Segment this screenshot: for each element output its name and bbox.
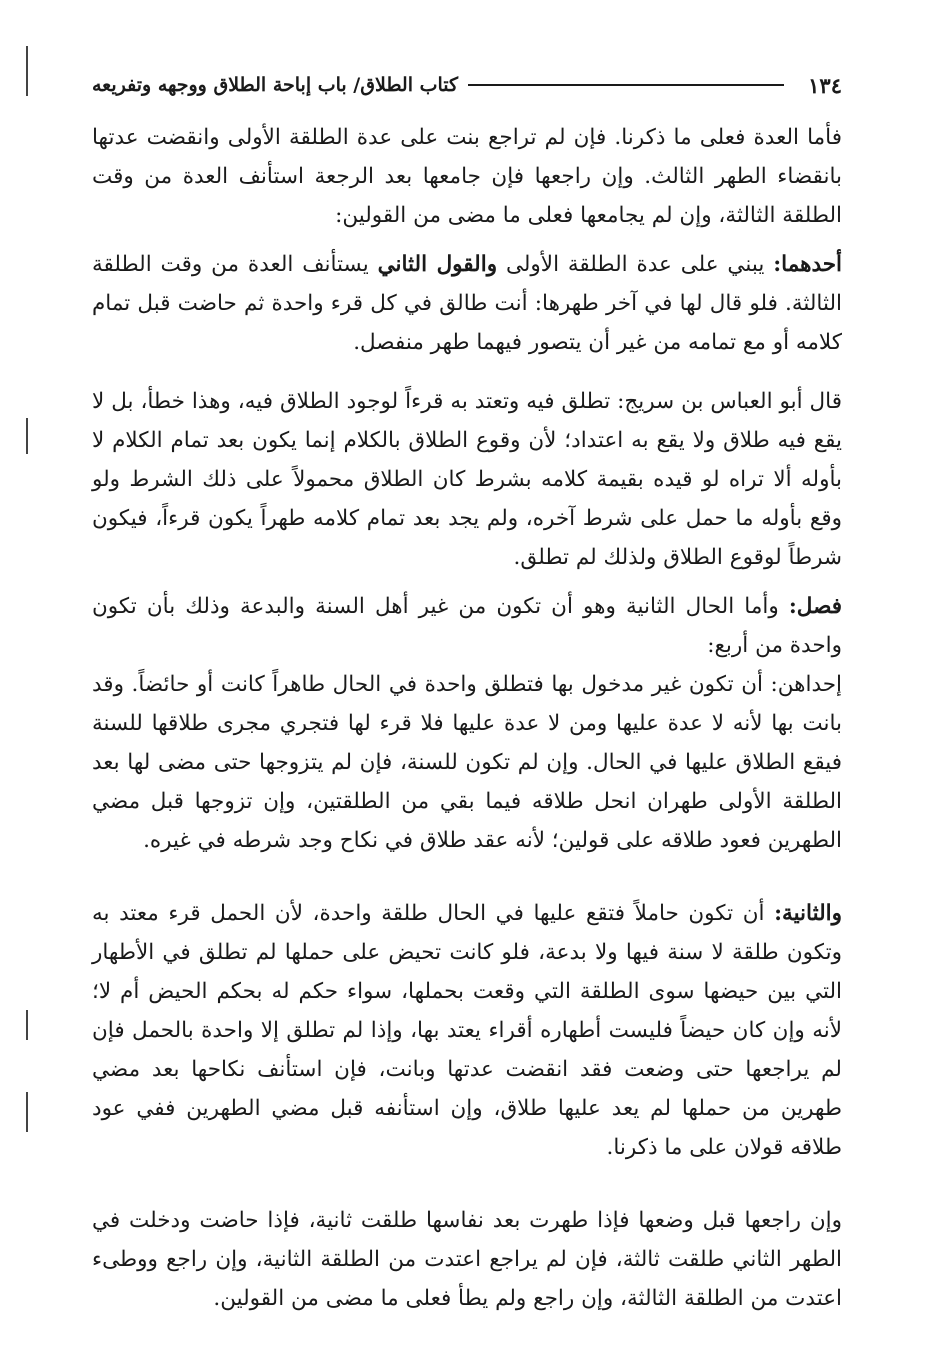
- paragraph-lead-secondary: والقول الثاني: [377, 252, 498, 277]
- paragraph: [92, 118, 842, 235]
- paragraph: [92, 665, 842, 860]
- margin-mark: [26, 418, 28, 454]
- margin-mark: [26, 1010, 28, 1040]
- paragraph-lead: أحدهما:: [773, 252, 843, 277]
- paragraph-text: فأما العدة فعلى ما ذكرنا. فإن لم تراجع بنت على عدة الطلقة الأولى وانقضت عدتها بانقضاء الطهر الثالث. وإن راجعها فإن جامعها بعد الرجعة استأنف العدة من وقت الطلقة الثالثة، وإن لم يجامعها فعلى ما مضى من القولين:: [92, 125, 842, 228]
- paragraph: [92, 382, 842, 577]
- paragraph: [92, 245, 842, 362]
- margin-mark: [26, 1092, 28, 1132]
- paragraph-lead: والثانية:: [774, 901, 842, 926]
- running-title: كتاب الطلاق/ باب إباحة الطلاق ووجهه وتفريعه: [92, 74, 459, 96]
- paragraph: [92, 1201, 842, 1318]
- paragraph-text: أن تكون حاملاً فتقع عليها في الحال طلقة واحدة، لأن الحمل قرء معتد به وتكون طلقة لا سنة فيها ولا بدعة، فلو كانت تحيض على حملها لم تطلق في الأطهار التي بين حيضها سوى الطلقة التي وقعت بحملها، سواء حكم له بحكم الحيض أم لا؛ لأنه وإن كان حيضاً فليست أطهاره أقراء يعتد بها، وإذا لم تطلق إلا واحدة بالحمل فإن لم يراجعها حتى وضعت فقد انقضت عدتها وبانت، فإن استأنف نكاحها بعد مضي طهرين من حملها لم يعد عليها طلاق، وإن استأنفه قبل مضي الطهرين ففي عود طلاقه قولان على ما ذكرنا.: [92, 901, 842, 1160]
- header-rule: [468, 84, 784, 86]
- body-text: [92, 118, 842, 1318]
- paragraph: [92, 894, 842, 1167]
- running-header: [92, 68, 842, 102]
- paragraph-text: يبني على عدة الطلقة الأولى: [505, 252, 765, 277]
- paragraph-text: وأما الحال الثانية وهو أن تكون من غير أهل السنة والبدعة وذلك بأن تكون واحدة من أربع:: [92, 594, 842, 658]
- paragraph-text: يستأنف العدة من وقت الطلقة الثالثة. فلو قال لها في آخر طهرها: أنت طالق في كل قرء واحدة ثم حاضت قبل تمام كلامه أو مع تمامه من غير أن يتصور فيهما طهر منفصل.: [92, 252, 842, 355]
- margin-mark: [26, 46, 28, 96]
- paragraph-lead: فصل:: [788, 594, 842, 619]
- page-number: ١٣٤: [808, 72, 842, 98]
- paragraph-text: إحداهن: أن تكون غير مدخول بها فتطلق واحدة في الحال طاهراً كانت أو حائضاً. وقد بانت بها لأنه لا عدة عليها ومن لا عدة عليها فلا قرء لها فتجري مجرى طلاقها للسنة فيقع الطلاق عليها في الحال. وإن لم تكون للسنة، فإن لم يتزوجها حتى مضى لها بعد الطلقة الأولى طهران انحل طلاقه فيما بقي من الطلقتين، وإن تزوجها قبل مضي الطهرين فعود طلاقه على قولين؛ لأنه عقد طلاق في نكاح وجد شرطه في غيره.: [92, 672, 842, 853]
- paragraph-text: قال أبو العباس بن سريج: تطلق فيه وتعتد به قرءاً لوجود الطلاق فيه، وهذا خطأ، بل لا يقع فيه طلاق ولا يقع به اعتداد؛ لأن وقوع الطلاق بالكلام إنما يكون بعد تمام الكلام لا بأوله ألا تراه لو قيده بقيمة كلامه بشرط كان الطلاق محمولاً على ذلك الشرط ولو وقع بأوله ما حمل على شرط آخره، ولم يجد بعد تمام كلامه طهراً يكون قرءاً، فيكون شرطاً لوقوع الطلاق ولذلك لم تطلق.: [92, 389, 842, 570]
- paragraph-text: وإن راجعها قبل وضعها فإذا طهرت بعد نفاسها طلقت ثانية، فإذا حاضت ودخلت في الطهر الثاني طلقت ثالثة، فإن لم يراجع اعتدت من الطلقة الثانية، وإن راجع ووطىء اعتدت من الطلقة الثالثة، وإن راجع ولم يطأ فعلى ما مضى من القولين.: [92, 1208, 842, 1311]
- paragraph: [92, 587, 842, 665]
